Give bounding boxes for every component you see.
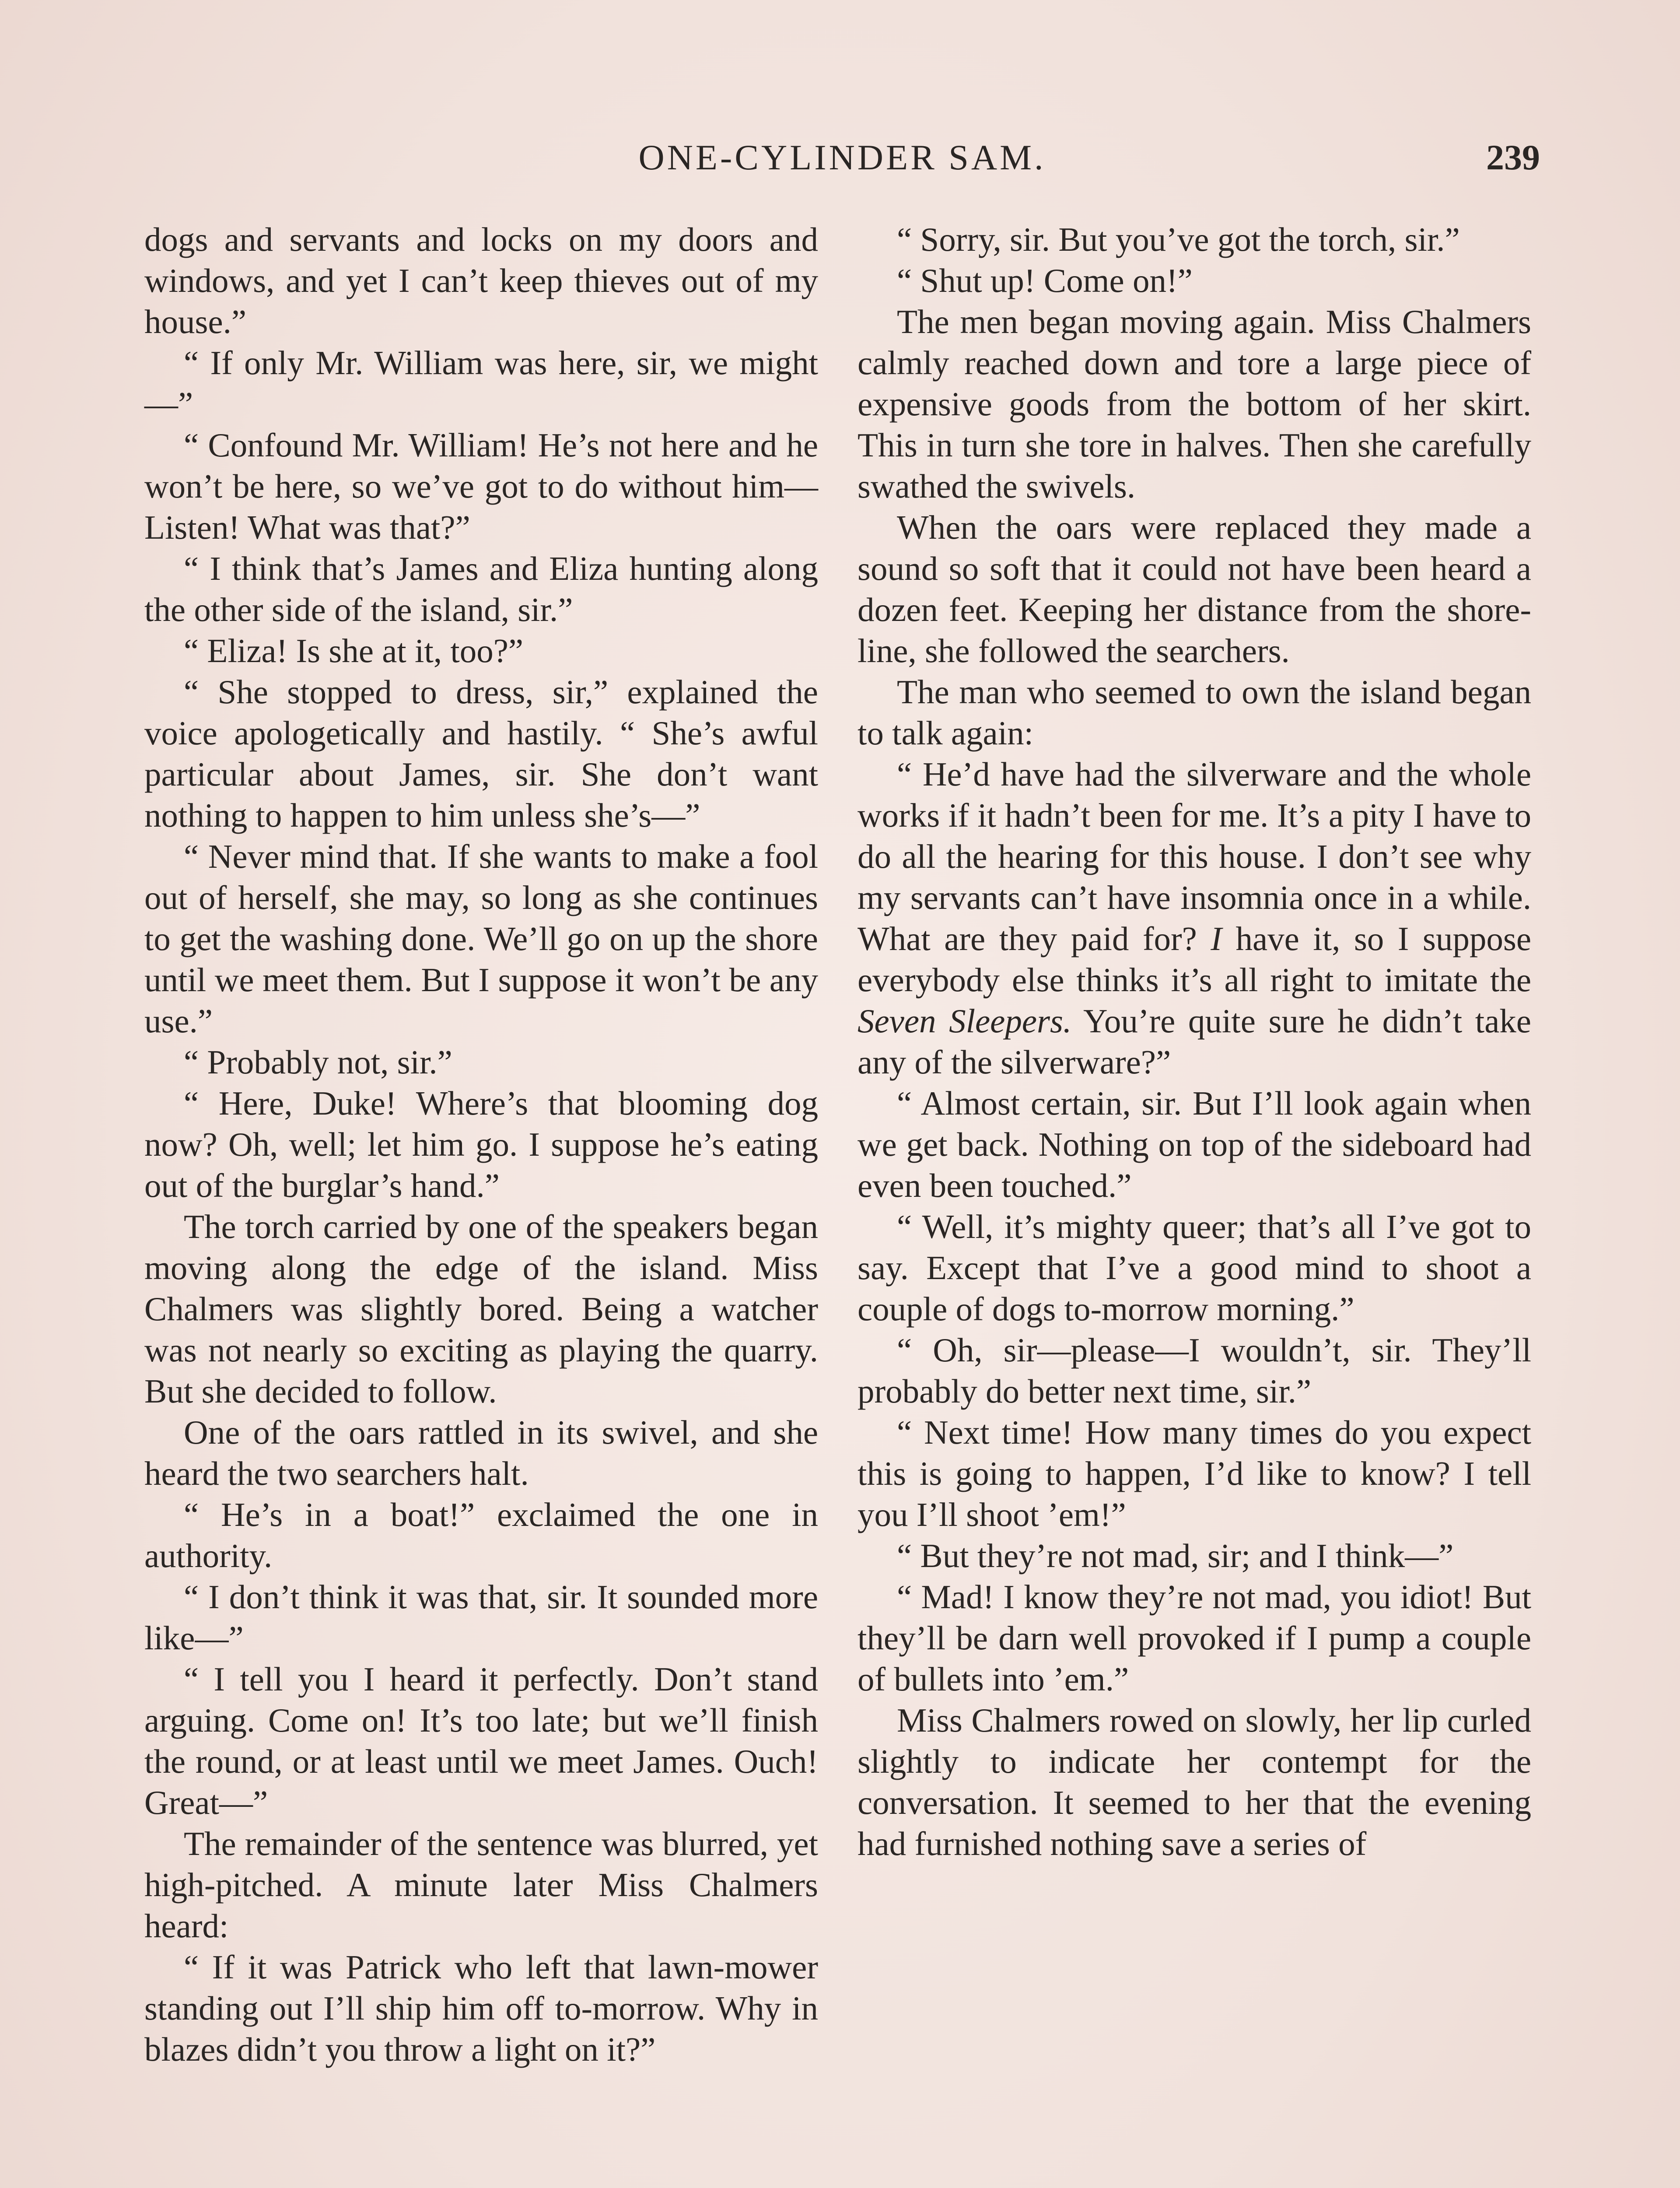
paragraph: One of the oars rattled in its swivel, and she heard the two searchers halt. bbox=[144, 1413, 818, 1492]
running-title: ONE-CYLINDER SAM. bbox=[638, 137, 1046, 177]
paragraph: “ Oh, sir—please—I wouldn’t, sir. They’ll probably do better next time, sir.” bbox=[858, 1331, 1531, 1410]
paragraph: “ I tell you I heard it perfectly. Don’t stand arguing. Come on! It’s too late; but we’ll finish the round, or at least until we meet James. Ouch! Great—” bbox=[144, 1660, 818, 1821]
paragraph: “ Sorry, sir. But you’ve got the torch, sir.” bbox=[897, 221, 1460, 258]
paragraph: dogs and servants and locks on my doors and windows, and yet I can’t keep thieves out of my house.” bbox=[144, 221, 818, 340]
paragraph: The remainder of the sentence was blurred, yet high-pitched. A minute later Miss Chalmers heard: bbox=[144, 1825, 818, 1945]
paragraph: When the oars were replaced they made a sound so soft that it could not have been heard a dozen feet. Keeping her distance from the shore-line, she followed the searchers. bbox=[858, 508, 1531, 670]
paragraph: “ Almost certain, sir. But I’ll look again when we get back. Nothing on top of the sideboard had even been touched.” bbox=[858, 1084, 1531, 1204]
paragraph bbox=[858, 754, 1531, 1083]
text-span: have it, so I suppose everybody else thinks it’s all right to imitate the bbox=[858, 920, 1532, 999]
paragraph: The man who seemed to own the island began to talk again: bbox=[858, 673, 1531, 752]
paragraph: “ Next time! How many times do you expect this is going to happen, I’d like to know? I tell you I’ll shoot ’em!” bbox=[858, 1413, 1531, 1533]
paragraph: “ But they’re not mad, sir; and I think—” bbox=[897, 1537, 1454, 1574]
paragraph: “ I don’t think it was that, sir. It sounded more like—” bbox=[144, 1578, 818, 1657]
paragraph: “ If only Mr. William was here, sir, we might—” bbox=[144, 344, 818, 423]
paragraph: Miss Chalmers rowed on slowly, her lip curled slightly to indicate her contempt for the conversation. It seemed to her that the evening had furnished nothing save a series of bbox=[858, 1701, 1531, 1862]
paragraph: “ Shut up! Come on!” bbox=[897, 262, 1193, 299]
paragraph: “ Well, it’s mighty queer; that’s all I’ve got to say. Except that I’ve a good mind to shoot a couple of dogs to-morrow morning.” bbox=[858, 1208, 1531, 1328]
left-column bbox=[144, 219, 818, 2070]
paragraph: The men began moving again. Miss Chalmers calmly reached down and tore a large piece of expensive goods from the bottom of her skirt. This in turn she tore in halves. Then she carefully swathed the swivels. bbox=[858, 303, 1531, 505]
paragraph: “ Eliza! Is she at it, too?” bbox=[184, 632, 524, 670]
paragraph: “ Mad! I know they’re not mad, you idiot! But they’ll be darn well provoked if I pump a couple of bullets into ’em.” bbox=[858, 1578, 1531, 1698]
paragraph: “ Never mind that. If she wants to make a fool out of herself, she may, so long as she continues to get the washing done. We’ll go on up the shore until we meet them. But I suppose it won’t be any use.” bbox=[144, 838, 818, 1040]
running-head bbox=[144, 131, 1540, 184]
paragraph: “ Probably not, sir.” bbox=[184, 1043, 452, 1081]
paragraph: “ He’s in a boat!” exclaimed the one in authority. bbox=[144, 1496, 818, 1574]
paragraph: “ If it was Patrick who left that lawn-mower standing out I’ll ship him off to-morrow. Why in blazes didn’t you throw a light on it?” bbox=[144, 1948, 818, 2068]
paragraph: The torch carried by one of the speakers began moving along the edge of the island. Miss Chalmers was slightly bored. Being a watcher was not nearly so exciting as playing the quarry. But she decided to follow. bbox=[144, 1208, 818, 1410]
paragraph: “ Confound Mr. William! He’s not here and he won’t be here, so we’ve got to do without him— Listen! What was that?” bbox=[144, 426, 818, 546]
page-number: 239 bbox=[1486, 137, 1540, 177]
paragraph: “ She stopped to dress, sir,” explained the voice apologetically and hastily. “ She’s awful particular about James, sir. She don’t want nothing to happen to him unless she’s—” bbox=[144, 673, 818, 834]
paragraph: “ I think that’s James and Eliza hunting along the other side of the island, sir.” bbox=[144, 550, 818, 628]
italic-text: I bbox=[1211, 920, 1222, 957]
paragraph: “ Here, Duke! Where’s that blooming dog now? Oh, well; let him go. I suppose he’s eating out of the burglar’s hand.” bbox=[144, 1084, 818, 1204]
right-column bbox=[858, 219, 1531, 1864]
italic-text: Seven Sleepers. bbox=[858, 1002, 1072, 1040]
text-span: “ He’d have had the silverware and the whole works if it hadn’t been for me. It’s a pity I have to do all the hearing for this house. I don’t see why my servants can’t have insomnia once in a while. What are they paid for? bbox=[858, 755, 1531, 957]
text-span: You’re quite sure he didn’t take any of the silverware?” bbox=[858, 1002, 1531, 1081]
